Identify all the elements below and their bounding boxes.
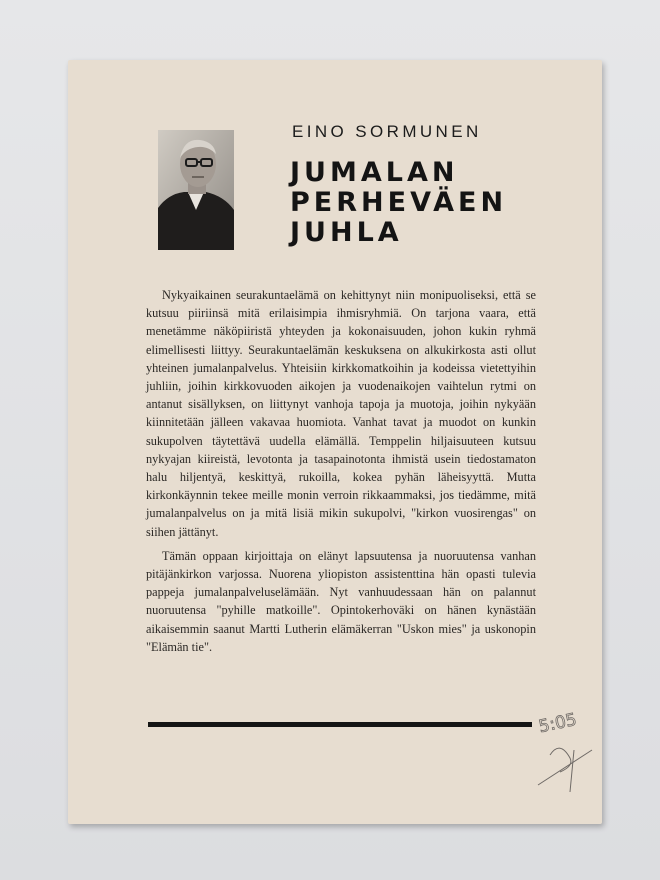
pencil-mark-drawing <box>530 700 600 800</box>
blurb-paragraph-2: Tämän oppaan kirjoittaja on elänyt lapsuutensa ja nuoruutensa vanhan pitäjänkirkon varjossa. Nuorena yliopiston assistenttina hän opasti tulevia pappeja jumalanpalveluselämään. Nyt vanhuudessaan hän on palannut nuoruutensa "pyhille matkoille". Opintokerhoväki on hänen kynästään aikaisemmin saanut Martti Lutherin elämäkerran "Uskon mies" ja uskonopin "Elämän tie". <box>146 548 536 654</box>
book-back-cover <box>68 60 602 824</box>
author-portrait <box>158 130 234 250</box>
blurb-paragraph-1: Nykyaikainen seurakuntaelämä on kehittynyt niin monipuoliseksi, että se kutsuu piiriinsä mitä erilaisimpia ihmisryhmiä. On tarjona vaara, että menetämme näköpiiristä yhteyden ja kokonaisuuden, johon kukin ryhmä elimellisesti liittyy. Seurakuntaelämän keskuksena on alkukirkosta asti ollut yhteinen jumalanpalvelus. Yhteisiin kirkkomatkoihin ja kodeissa vietettyihin juhliin, joihin kirkkovuoden aikojen ja vuodenaikojen vaihtelun rytmi on antanut sisällyksen, on liittynyt vanhoja tapoja ja muotoja, joihin nykyään kiinnitetään jälleen vakavaa huomiota. Vanhat tavat ja muodot on kunkin sukupolven täytettävä uudella elämällä. Temppelin hiljaisuuteen kutsuu nykyajan kiireistä, levotonta ja tasapainotonta ihmistä usein tiedostamaton halu hiljentyä, keskittyä, rukoilla, kokea pyhän läheisyyttä. Mutta kirkonkäynnin tekee meille monin verroin rikkaammaksi, jos tiedämme, mitä jumalanpalvelus on ja mitä lisiä mikin sukupolvi, "kirkon vuosirengas" on siihen jättänyt. <box>146 288 536 539</box>
title-line-2: PERHEVÄEN <box>290 187 508 218</box>
title-line-1: JUMALAN <box>290 157 459 188</box>
title-line-3: JUHLA <box>290 217 403 248</box>
author-portrait-image <box>158 130 234 250</box>
pencil-annotation <box>530 700 600 800</box>
author-name: EINO SORMUNEN <box>292 122 482 141</box>
blurb-text <box>146 286 536 662</box>
pencil-note: 5:05 <box>537 709 579 738</box>
horizontal-rule <box>148 722 532 727</box>
book-title <box>290 158 507 248</box>
